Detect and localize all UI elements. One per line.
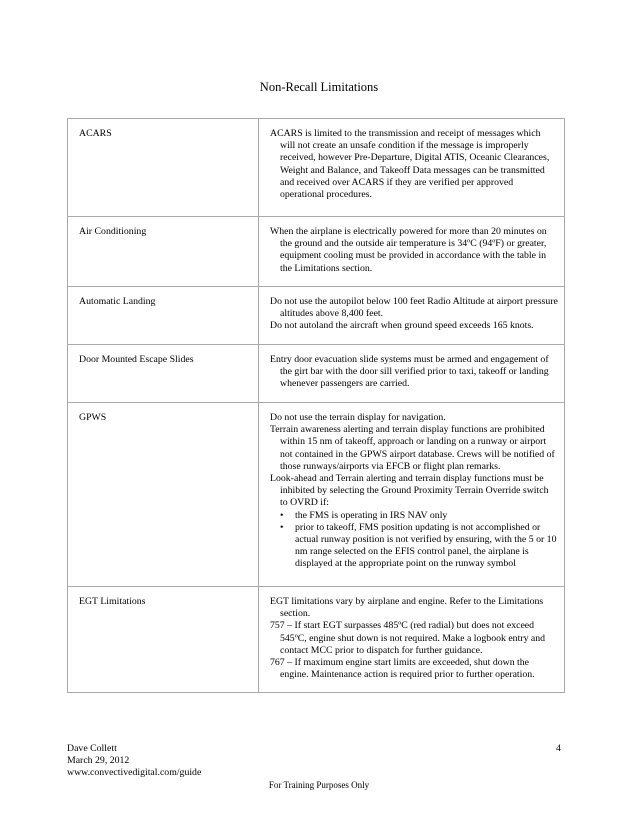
row-paragraph: Do not autoland the aircraft when ground speed exceeds 165 knots.: [270, 320, 534, 332]
row-label: EGT Limitations: [68, 587, 259, 693]
footer-url: www.convectivedigital.com/guide: [67, 767, 202, 779]
table-row-automatic-landing: [68, 287, 565, 345]
row-label: ACARS: [68, 119, 259, 217]
table-row-egt-limitations: [68, 587, 565, 693]
row-paragraph: When the airplane is electrically powered for more than 20 minutes on the ground and the outside air temperature is 34ºC (94ºF) or greater, equipment cooling must be provided in accordance with the table in the Limitations section.: [270, 226, 547, 274]
row-label: GPWS: [68, 403, 259, 587]
page-number: 4: [556, 743, 561, 754]
footer-info: [67, 743, 201, 780]
row-text: [259, 287, 565, 345]
row-paragraph: 767 – If maximum engine start limits are exceeded, shut down the engine. Maintenance action is required prior to further operation.: [270, 657, 535, 681]
list-item: • the FMS is operating in IRS NAV only: [280, 510, 558, 522]
row-label: Door Mounted Escape Slides: [68, 345, 259, 403]
list-item: • prior to takeoff, FMS position updating is not accomplished or actual runway position is not verified by ensuring, with the 5 or 10 nm range selected on the EFIS control panel, the airplane is displayed at the appropriate point on the runway symbol: [280, 522, 558, 571]
gpws-bullet-list: [270, 510, 558, 571]
footer-date: March 29, 2012: [67, 755, 130, 767]
row-paragraph: Entry door evacuation slide systems must be armed and engagement of the girt bar with the door sill verified prior to taxi, takeoff or landing whenever passengers are carried.: [270, 354, 549, 390]
table-row-acars: [68, 119, 565, 217]
row-label: Automatic Landing: [68, 287, 259, 345]
row-label: Air Conditioning: [68, 217, 259, 287]
limitations-table: [67, 118, 565, 693]
row-paragraph: Look-ahead and Terrain alerting and terrain display functions must be inhibited by selecting the Ground Proximity Terrain Override switch to OVRD if:: [270, 473, 549, 509]
page-title: Non-Recall Limitations: [259, 80, 379, 94]
row-text: [259, 217, 565, 287]
row-paragraph: ACARS is limited to the transmission and receipt of messages which will not create an unsafe condition if the message is improperly received, however Pre-Departure, Digital ATIS, Oceanic Clearances, Weight and Balance, and Takeoff Data messages can be transmitted and received over ACARS if they are verified per approved operational procedures.: [270, 128, 550, 201]
row-text: [259, 587, 565, 693]
row-paragraph: Terrain awareness alerting and terrain display functions are prohibited within 15 nm of takeoff, approach or landing on a runway or airport not contained in the GPWS airport database. Crews will be notified of those runways/airports via EFCB or flight plan remarks.: [270, 424, 555, 472]
table-row-gpws: [68, 403, 565, 587]
row-text: [259, 119, 565, 217]
row-text: [259, 345, 565, 403]
row-paragraph: 757 – If start EGT surpasses 485ºC (red radial) but does not exceed 545ºC, engine shut down is not required. Make a logbook entry and contact MCC prior to dispatch for further guidance.: [270, 620, 546, 656]
row-text: [259, 403, 565, 587]
row-paragraph: EGT limitations vary by airplane and engine. Refer to the Limitations section.: [270, 596, 544, 620]
table-row-escape-slides: [68, 345, 565, 403]
row-paragraph: Do not use the autopilot below 100 feet Radio Altitude at airport pressure altitudes above 8,400 feet.: [270, 296, 558, 320]
footer-author: Dave Collett: [67, 743, 117, 754]
row-paragraph: Do not use the terrain display for navigation.: [270, 412, 446, 423]
footer-note: For Training Purposes Only: [268, 780, 370, 790]
table-row-air-conditioning: [68, 217, 565, 287]
